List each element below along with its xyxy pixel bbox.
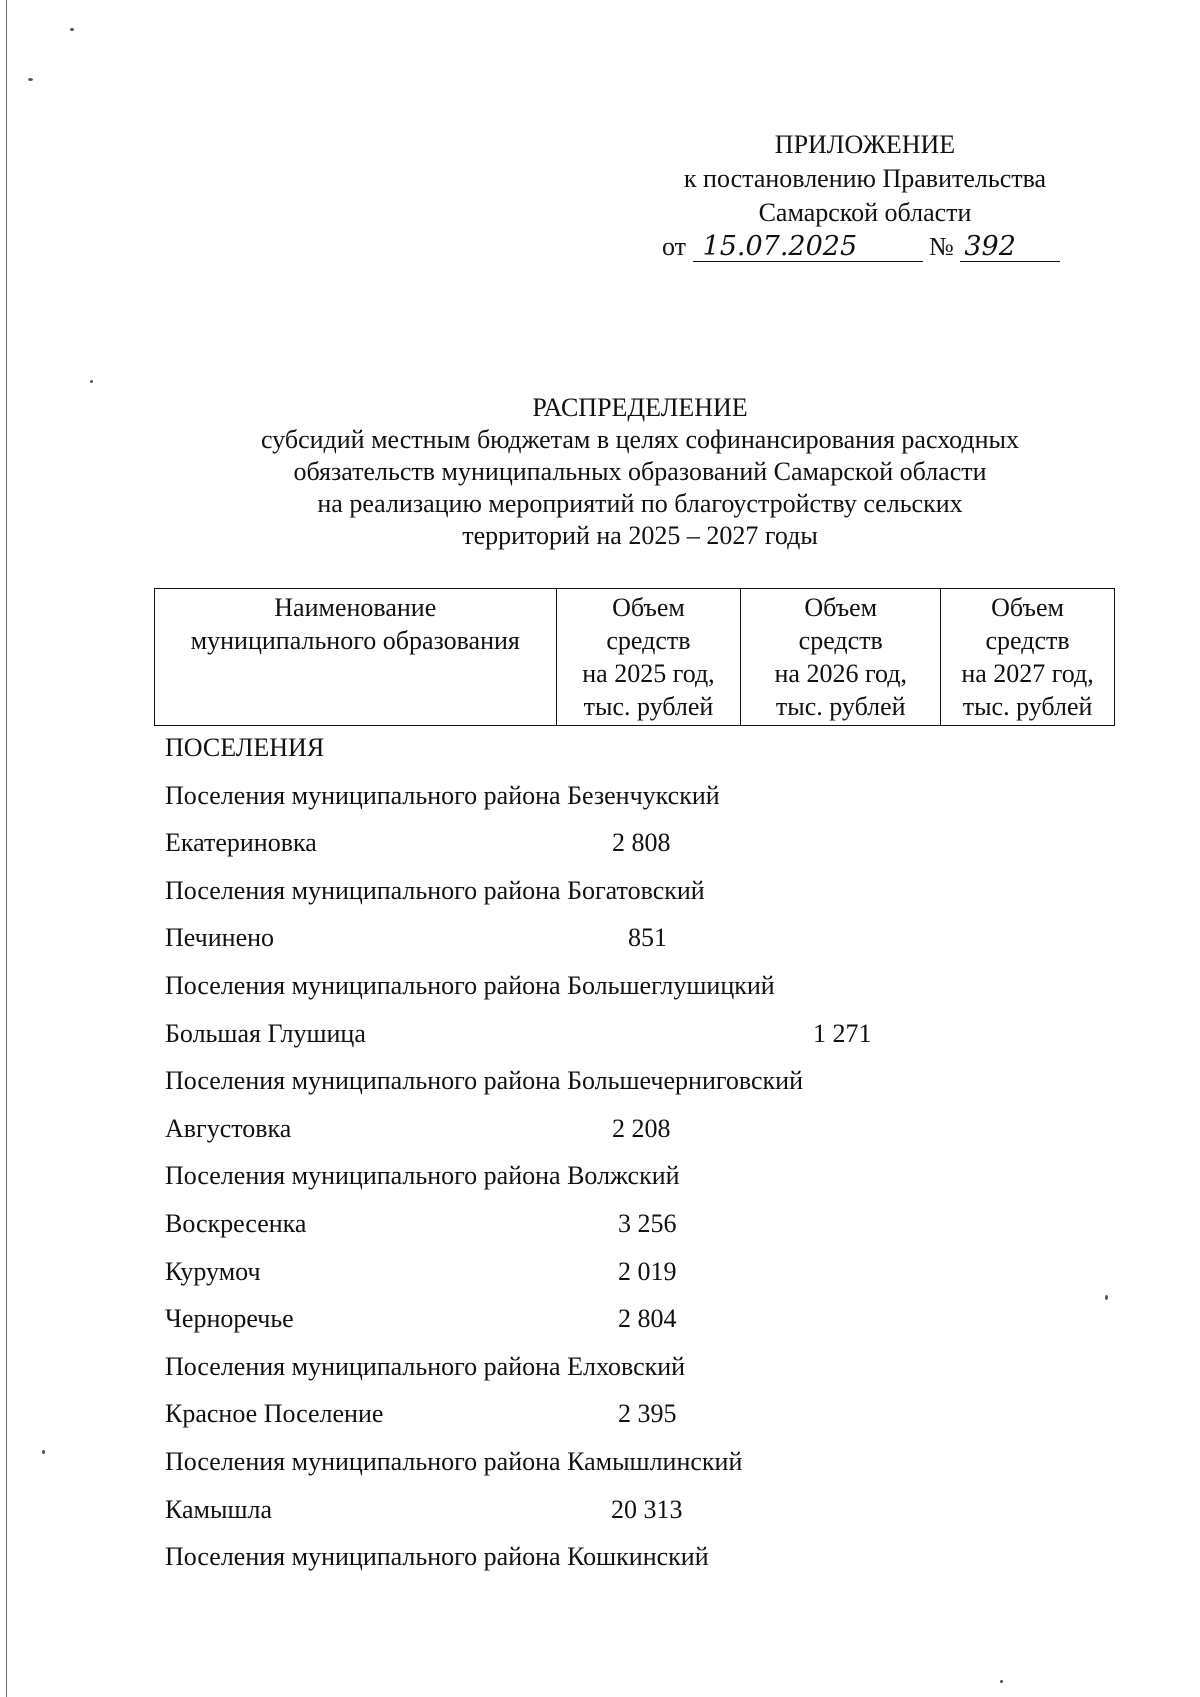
row-name: Черноречье — [165, 1304, 294, 1334]
header-text: Наименование — [274, 593, 437, 622]
table-row — [165, 1542, 1125, 1590]
table-row — [165, 971, 1125, 1019]
row-value: 2 808 — [612, 828, 671, 858]
row-name: Красное Поселение — [165, 1399, 384, 1429]
row-value: 20 313 — [611, 1494, 683, 1524]
scan-speck — [90, 380, 93, 383]
row-name: Печинено — [165, 923, 275, 953]
heading-line: на реализацию мероприятий по благоустройству сельских — [317, 489, 963, 518]
row-name: Поселения муниципального района Кошкинский — [165, 1542, 709, 1572]
table-header — [154, 588, 1115, 726]
header-text: средств — [985, 626, 1070, 655]
appendix-title: ПРИЛОЖЕНИЕ — [774, 130, 956, 159]
table-row — [165, 733, 1125, 781]
row-name: Августовка — [165, 1113, 292, 1143]
header-text: Объем — [991, 593, 1064, 622]
header-text: тыс. рублей — [775, 692, 906, 721]
row-name: Камышла — [165, 1494, 272, 1524]
table-row — [165, 1066, 1125, 1114]
row-value: 3 256 — [618, 1208, 677, 1238]
header-text: средств — [606, 626, 691, 655]
table-row — [165, 1161, 1125, 1209]
table-row — [165, 1399, 1125, 1447]
header-text: на 2026 год, — [774, 659, 907, 688]
heading-line: субсидий местным бюджетам в целях софинансирования расходных — [260, 425, 1020, 454]
table-row — [165, 781, 1125, 829]
row-name: Поселения муниципального района Большеглушицкий — [165, 970, 775, 1000]
heading-title: РАСПРЕДЕЛЕНИЕ — [532, 393, 748, 422]
row-name: Поселения муниципального района Богатовский — [165, 875, 705, 905]
header-text: тыс. рублей — [583, 692, 714, 721]
scan-speck — [42, 1450, 45, 1454]
row-value: 2 804 — [618, 1304, 677, 1334]
handwritten-date: 15.07.2025 — [693, 233, 923, 262]
row-name: Воскресенка — [165, 1208, 307, 1238]
handwritten-number: 392 — [960, 233, 1060, 262]
row-value: 2 019 — [618, 1256, 677, 1286]
number-prefix: № — [929, 232, 954, 261]
row-name: Поселения муниципального района Елховский — [165, 1351, 686, 1381]
document-heading — [150, 392, 1130, 552]
header-col-name — [155, 589, 557, 726]
header-text: тыс. рублей — [962, 692, 1093, 721]
table-row — [165, 1019, 1125, 1067]
row-name: Поселения муниципального района Безенчукский — [165, 780, 720, 810]
heading-line: обязательств муниципальных образований Самарской области — [293, 457, 987, 486]
table-row — [165, 923, 1125, 971]
scan-speck — [70, 28, 74, 31]
page-edge-line — [6, 0, 7, 1697]
table-row — [165, 828, 1125, 876]
table-row — [165, 876, 1125, 924]
table-row — [165, 1304, 1125, 1352]
table-row — [165, 1352, 1125, 1400]
appendix-line-2: Самарской области — [758, 198, 972, 227]
row-name: Большая Глушица — [165, 1018, 366, 1048]
header-col-2025 — [556, 589, 741, 726]
row-name: Поселения муниципального района Камышлинский — [165, 1446, 743, 1476]
table-row — [165, 1257, 1125, 1305]
header-text: Объем — [804, 593, 878, 622]
row-name: Поселения муниципального района Волжский — [165, 1161, 680, 1191]
appendix-date-line — [630, 230, 1100, 264]
header-text: муниципального образования — [190, 626, 520, 655]
row-value: 851 — [628, 923, 667, 953]
scan-speck — [1000, 1680, 1003, 1683]
header-col-2027 — [941, 589, 1115, 726]
row-name: Курумоч — [165, 1256, 261, 1286]
row-value: 1 271 — [813, 1018, 872, 1048]
table-row — [165, 1495, 1125, 1543]
appendix-line-1: к постановлению Правительства — [683, 164, 1047, 193]
scan-speck — [28, 78, 33, 81]
header-text: Объем — [612, 593, 685, 622]
row-name: Поселения муниципального района Большечерниговский — [165, 1066, 804, 1096]
table-row — [165, 1447, 1125, 1495]
appendix-block — [630, 128, 1100, 264]
table-row — [165, 1209, 1125, 1257]
distribution-list — [165, 733, 1125, 1590]
header-col-2026 — [741, 589, 941, 726]
row-name: Екатериновка — [165, 828, 317, 858]
heading-line: территорий на 2025 – 2027 годы — [462, 521, 818, 550]
table-row — [165, 1114, 1125, 1162]
header-text: средств — [798, 626, 883, 655]
row-name: ПОСЕЛЕНИЯ — [165, 733, 325, 762]
row-value: 2 395 — [618, 1399, 677, 1429]
row-value: 2 208 — [612, 1113, 671, 1143]
date-prefix: от — [662, 232, 687, 261]
header-text: на 2025 год, — [582, 659, 715, 688]
header-text: на 2027 год, — [961, 659, 1094, 688]
